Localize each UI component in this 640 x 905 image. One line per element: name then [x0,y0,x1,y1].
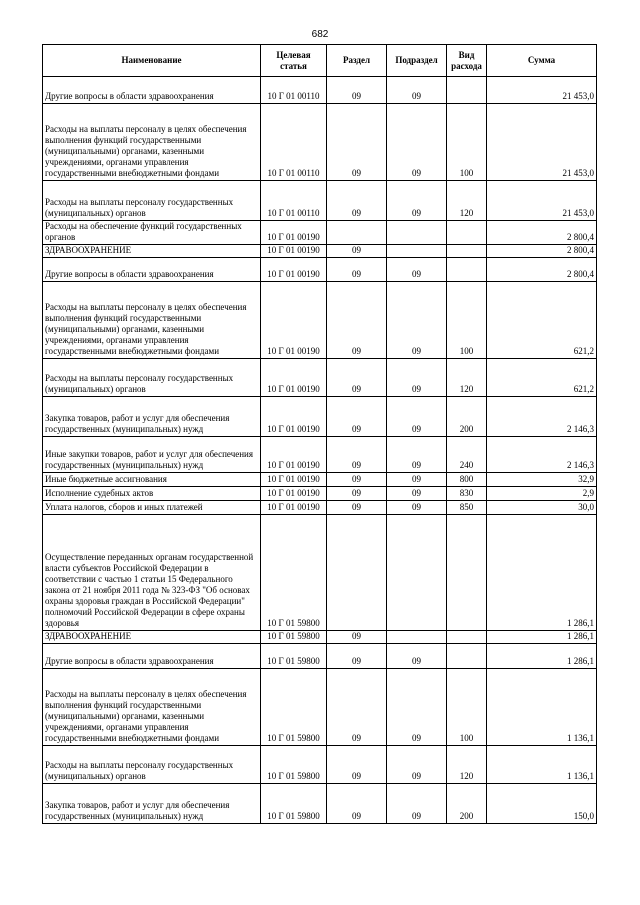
row-sum: 2,9 [487,487,597,501]
row-expense-type [447,515,487,631]
row-sum: 150,0 [487,784,597,824]
table-row [43,784,597,824]
row-expense-type [447,644,487,669]
row-target-article: 10 Г 01 59800 [261,515,327,631]
header-article: Целевая статья [261,45,327,77]
row-target-article: 10 Г 01 00190 [261,282,327,359]
row-expense-type: 200 [447,784,487,824]
row-subsection: 09 [387,487,447,501]
row-expense-type: 850 [447,501,487,515]
row-target-article: 10 Г 01 59800 [261,746,327,784]
table-row [43,77,597,104]
row-expense-type [447,221,487,245]
header-section: Раздел [327,45,387,77]
row-target-article: 10 Г 01 59800 [261,631,327,644]
row-section: 09 [327,359,387,397]
row-subsection: 09 [387,746,447,784]
row-subsection: 09 [387,437,447,473]
row-section: 09 [327,669,387,746]
row-subsection: 09 [387,501,447,515]
row-section: 09 [327,104,387,181]
row-section: 09 [327,746,387,784]
row-section: 09 [327,245,387,258]
row-name: Закупка товаров, работ и услуг для обеспечения государственных (муниципальных) нужд [43,784,261,824]
table-row [43,644,597,669]
header-name: Наименование [43,45,261,77]
table-row [43,359,597,397]
budget-table [42,44,597,824]
row-name: Исполнение судебных актов [43,487,261,501]
row-name: ЗДРАВООХРАНЕНИЕ [43,631,261,644]
table-row [43,631,597,644]
row-section: 09 [327,644,387,669]
row-section: 09 [327,282,387,359]
header-expense-type: Вид расхода [447,45,487,77]
row-expense-type [447,631,487,644]
row-sum: 21 453,0 [487,104,597,181]
row-sum: 2 800,4 [487,221,597,245]
row-section: 09 [327,631,387,644]
row-target-article: 10 Г 01 59800 [261,669,327,746]
row-sum: 621,2 [487,282,597,359]
row-name: Расходы на выплаты персоналу государственных (муниципальных) органов [43,181,261,221]
row-section [327,221,387,245]
table-row [43,245,597,258]
table-row [43,258,597,282]
row-sum: 2 146,3 [487,397,597,437]
row-target-article: 10 Г 01 00190 [261,437,327,473]
row-name: Расходы на выплаты персоналу в целях обеспечения выполнения функций государственными (муниципальными) органами, казенными учреждениями, органами управления государственными внебюджетными фондами [43,104,261,181]
row-sum: 621,2 [487,359,597,397]
row-target-article: 10 Г 01 00190 [261,501,327,515]
row-target-article: 10 Г 01 00190 [261,359,327,397]
row-expense-type: 120 [447,359,487,397]
table-row [43,669,597,746]
row-name: Другие вопросы в области здравоохранения [43,77,261,104]
row-expense-type: 120 [447,181,487,221]
row-section: 09 [327,784,387,824]
row-target-article: 10 Г 01 00190 [261,487,327,501]
table-row [43,437,597,473]
row-sum: 1 286,1 [487,644,597,669]
row-sum: 2 800,4 [487,245,597,258]
row-name: Расходы на выплаты персоналу государственных (муниципальных) органов [43,359,261,397]
row-target-article: 10 Г 01 00190 [261,397,327,437]
row-expense-type [447,258,487,282]
row-name: Расходы на выплаты персоналу в целях обеспечения выполнения функций государственными (муниципальными) органами, казенными учреждениями, органами управления государственными внебюджетными фондами [43,669,261,746]
row-section: 09 [327,473,387,487]
row-target-article: 10 Г 01 00190 [261,473,327,487]
row-target-article: 10 Г 01 00110 [261,104,327,181]
row-expense-type: 120 [447,746,487,784]
row-subsection: 09 [387,397,447,437]
row-section: 09 [327,77,387,104]
page-number: 682 [311,29,329,40]
table-row [43,473,597,487]
row-target-article: 10 Г 01 59800 [261,784,327,824]
row-name: Расходы на выплаты персоналу государственных (муниципальных) органов [43,746,261,784]
row-name: Закупка товаров, работ и услуг для обеспечения государственных (муниципальных) нужд [43,397,261,437]
row-expense-type: 830 [447,487,487,501]
row-sum: 1 136,1 [487,669,597,746]
row-expense-type: 200 [447,397,487,437]
table-row [43,746,597,784]
header-subsection: Подраздел [387,45,447,77]
table-row [43,282,597,359]
row-expense-type [447,77,487,104]
row-sum: 21 453,0 [487,77,597,104]
row-subsection: 09 [387,669,447,746]
row-name: Другие вопросы в области здравоохранения [43,258,261,282]
row-name: ЗДРАВООХРАНЕНИЕ [43,245,261,258]
row-expense-type: 240 [447,437,487,473]
row-section: 09 [327,487,387,501]
table-row [43,397,597,437]
row-subsection [387,245,447,258]
row-name: Уплата налогов, сборов и иных платежей [43,501,261,515]
row-expense-type: 100 [447,104,487,181]
table-row [43,487,597,501]
header-sum: Сумма [487,45,597,77]
row-target-article: 10 Г 01 00110 [261,77,327,104]
table-row [43,221,597,245]
row-subsection: 09 [387,473,447,487]
table-row [43,104,597,181]
row-subsection: 09 [387,784,447,824]
row-section: 09 [327,501,387,515]
table-row [43,515,597,631]
row-name: Иные бюджетные ассигнования [43,473,261,487]
row-target-article: 10 Г 01 00190 [261,245,327,258]
row-sum: 2 800,4 [487,258,597,282]
row-subsection [387,515,447,631]
row-section: 09 [327,437,387,473]
row-sum: 32,9 [487,473,597,487]
row-subsection [387,631,447,644]
row-subsection: 09 [387,181,447,221]
row-name: Другие вопросы в области здравоохранения [43,644,261,669]
row-subsection: 09 [387,258,447,282]
table-row [43,181,597,221]
row-sum: 2 146,3 [487,437,597,473]
row-subsection: 09 [387,104,447,181]
row-section: 09 [327,258,387,282]
row-sum: 1 136,1 [487,746,597,784]
row-subsection: 09 [387,282,447,359]
row-sum: 21 453,0 [487,181,597,221]
row-sum: 1 286,1 [487,515,597,631]
row-name: Расходы на обеспечение функций государственных органов [43,221,261,245]
row-subsection [387,221,447,245]
row-expense-type [447,245,487,258]
row-section: 09 [327,181,387,221]
row-expense-type: 100 [447,282,487,359]
table-row [43,501,597,515]
row-name: Расходы на выплаты персоналу в целях обеспечения выполнения функций государственными (муниципальными) органами, казенными учреждениями, органами управления государственными внебюджетными фондами [43,282,261,359]
row-section: 09 [327,397,387,437]
row-target-article: 10 Г 01 00190 [261,221,327,245]
row-target-article: 10 Г 01 00110 [261,181,327,221]
row-name: Осуществление переданных органам государственной власти субъектов Российской Федерации в соответствии с частью 1 статьи 15 Федерального закона от 21 ноября 2011 года № 323-ФЗ "Об основах охраны здоровья граждан в Российской Федерации" полномочий Российской Федерации в сфере охраны здоровья [43,515,261,631]
row-subsection: 09 [387,644,447,669]
row-section [327,515,387,631]
row-subsection: 09 [387,359,447,397]
row-name: Иные закупки товаров, работ и услуг для обеспечения государственных (муниципальных) нужд [43,437,261,473]
row-target-article: 10 Г 01 00190 [261,258,327,282]
table-header-row [43,45,597,77]
row-sum: 30,0 [487,501,597,515]
row-target-article: 10 Г 01 59800 [261,644,327,669]
row-subsection: 09 [387,77,447,104]
row-expense-type: 800 [447,473,487,487]
row-sum: 1 286,1 [487,631,597,644]
row-expense-type: 100 [447,669,487,746]
